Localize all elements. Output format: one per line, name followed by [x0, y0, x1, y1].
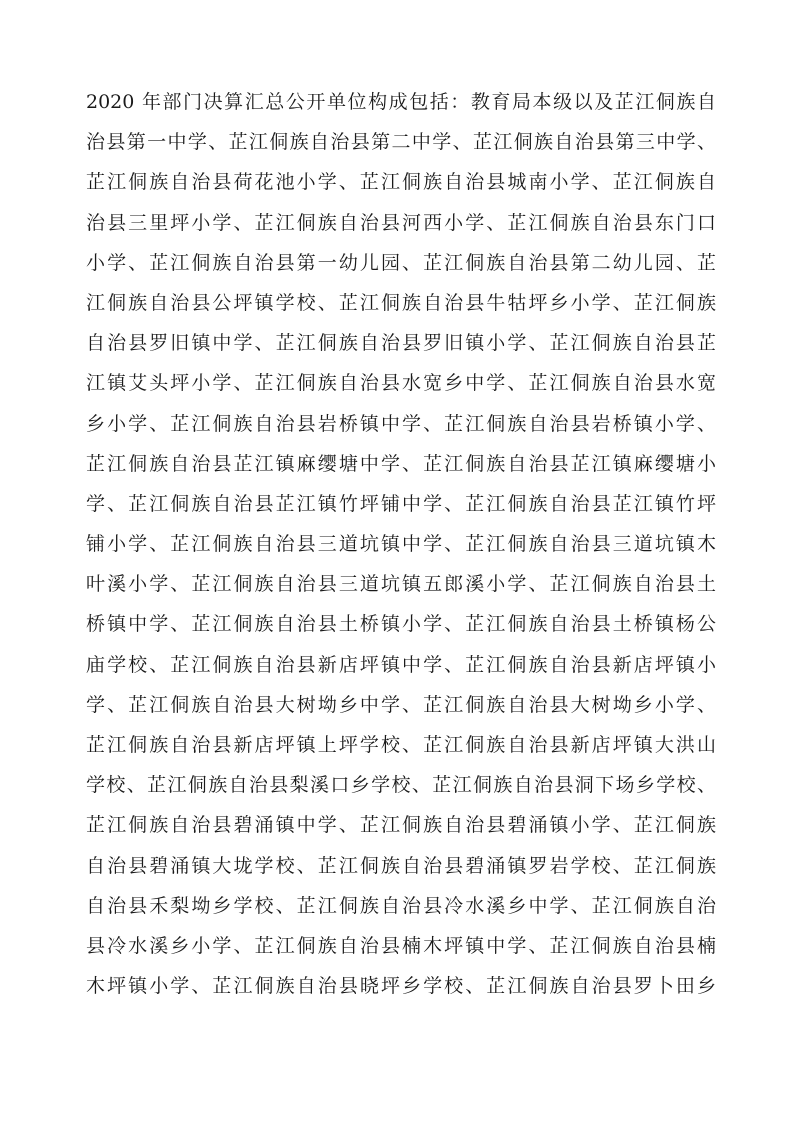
paragraph-line: 小学、芷江侗族自治县第一幼儿园、芷江侗族自治县第二幼儿园、芷 [86, 251, 716, 274]
paragraph-line: 芷江侗族自治县碧涌镇中学、芷江侗族自治县碧涌镇小学、芷江侗族 [86, 814, 716, 837]
paragraph-line: 自治县碧涌镇大垅学校、芷江侗族自治县碧涌镇罗岩学校、芷江侗族 [86, 854, 716, 877]
paragraph-line: 自治县罗旧镇中学、芷江侗族自治县罗旧镇小学、芷江侗族自治县芷 [86, 332, 716, 355]
paragraph-line: 庙学校、芷江侗族自治县新店坪镇中学、芷江侗族自治县新店坪镇小 [86, 653, 716, 676]
paragraph-line: 木坪镇小学、芷江侗族自治县晓坪乡学校、芷江侗族自治县罗卜田乡 [86, 975, 716, 998]
body-paragraph [86, 82, 716, 1006]
paragraph-line: 学校、芷江侗族自治县梨溪口乡学校、芷江侗族自治县洞下场乡学校、 [86, 774, 716, 797]
paragraph-line: 芷江侗族自治县新店坪镇上坪学校、芷江侗族自治县新店坪镇大洪山 [86, 734, 716, 756]
paragraph-line: 学、芷江侗族自治县大树坳乡中学、芷江侗族自治县大树坳乡小学、 [86, 693, 716, 716]
paragraph-line: 2020 年部门决算汇总公开单位构成包括：教育局本级以及芷江侗族自 [86, 91, 716, 113]
paragraph-line: 芷江侗族自治县荷花池小学、芷江侗族自治县城南小学、芷江侗族自 [86, 171, 716, 194]
paragraph-line: 自治县禾梨坳乡学校、芷江侗族自治县冷水溪乡中学、芷江侗族自治 [86, 894, 716, 917]
paragraph-line: 乡小学、芷江侗族自治县岩桥镇中学、芷江侗族自治县岩桥镇小学、 [86, 412, 716, 435]
paragraph-line: 铺小学、芷江侗族自治县三道坑镇中学、芷江侗族自治县三道坑镇木 [86, 533, 716, 556]
paragraph-line: 叶溪小学、芷江侗族自治县三道坑镇五郎溪小学、芷江侗族自治县土 [86, 573, 716, 596]
paragraph-line: 江侗族自治县公坪镇学校、芷江侗族自治县牛牯坪乡小学、芷江侗族 [86, 291, 716, 314]
paragraph-line: 桥镇中学、芷江侗族自治县土桥镇小学、芷江侗族自治县土桥镇杨公 [86, 613, 716, 636]
paragraph-line: 江镇艾头坪小学、芷江侗族自治县水宽乡中学、芷江侗族自治县水宽 [86, 372, 716, 395]
paragraph-line: 治县三里坪小学、芷江侗族自治县河西小学、芷江侗族自治县东门口 [86, 211, 716, 234]
paragraph-line: 学、芷江侗族自治县芷江镇竹坪铺中学、芷江侗族自治县芷江镇竹坪 [86, 492, 716, 515]
paragraph-line: 县冷水溪乡小学、芷江侗族自治县楠木坪镇中学、芷江侗族自治县楠 [86, 934, 716, 957]
paragraph-line: 芷江侗族自治县芷江镇麻缨塘中学、芷江侗族自治县芷江镇麻缨塘小 [86, 452, 716, 475]
paragraph-line: 治县第一中学、芷江侗族自治县第二中学、芷江侗族自治县第三中学、 [86, 131, 716, 154]
